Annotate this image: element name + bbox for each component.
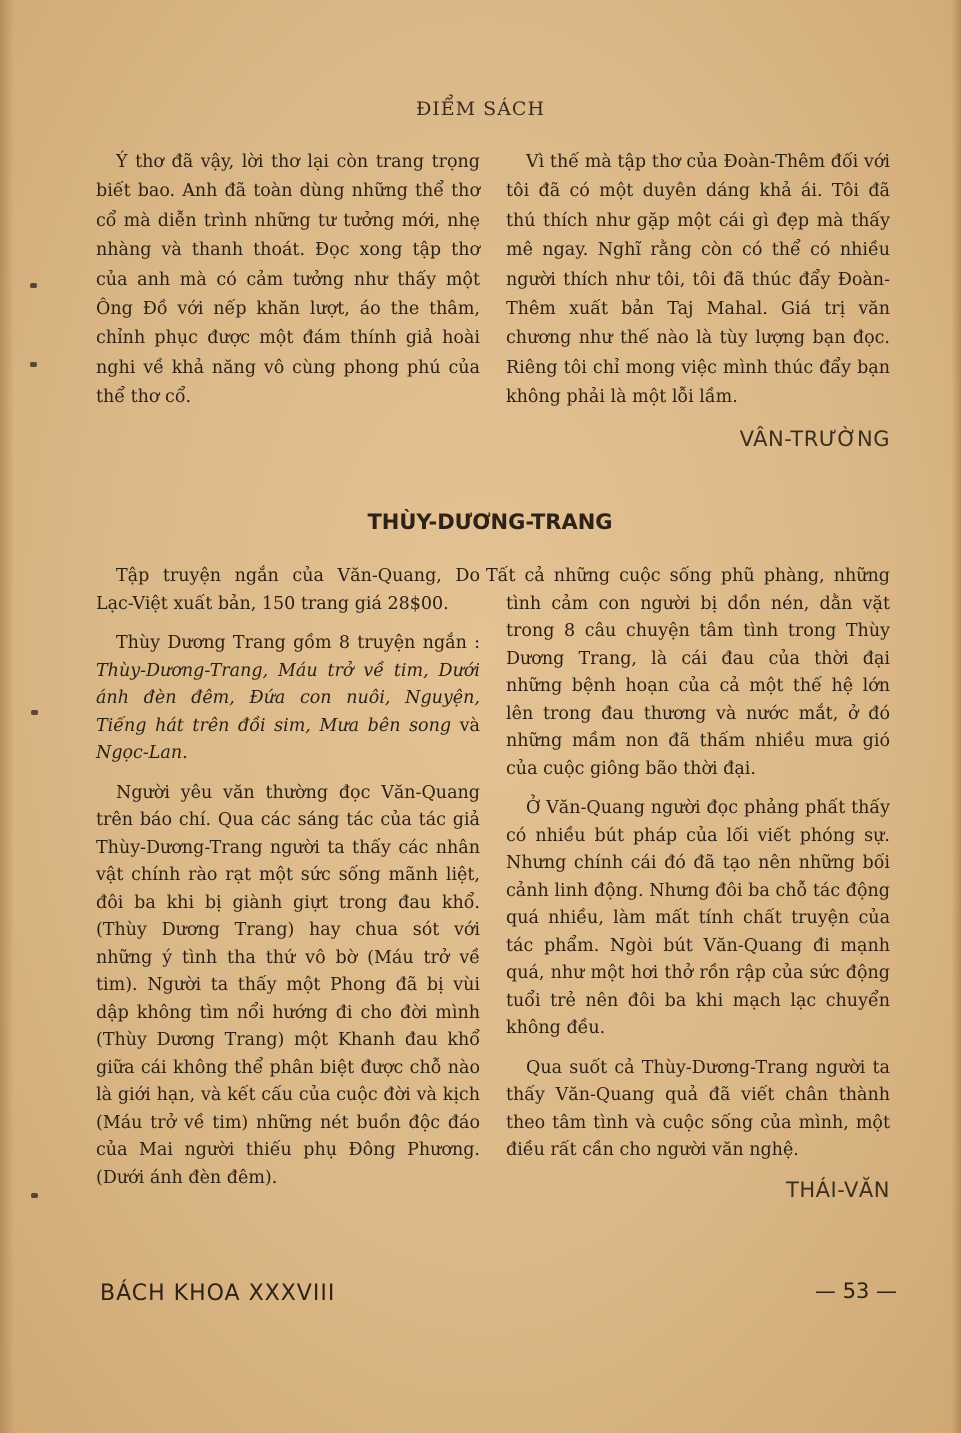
review2-paragraph: Người yêu văn thường đọc Văn-Quang trên báo chí. Qua các sáng tác của tác giả Thùy-Dương-Trang người ta thấy các nhân vật chính rào rạt một sức sống mãnh liệt, đôi ba khi bị giành giựt trong đau khổ. (Thùy Dương Trang) hay chua sót với những ý tình tha thứ vô bờ (Máu trở về tim). Người ta thấy một Phong đã bị vùi dập không tìm nổi hướng đi cho đời mình (Thùy Dương Trang) một Khanh đau khổ giữa cái không thể phân biệt được chỗ nào là giới hạn, và kết cấu của cuộc đời và kịch (Máu trở về tim) những nét buồn độc đáo của Mai người thiếu phụ Đông Phương. (Dưới ánh đèn đêm). [96,782,480,1188]
story-title-last: Ngọc-Lan [96,743,183,763]
story-list-and: và [459,715,480,736]
review2-paragraph: Qua suốt cả Thùy-Dương-Trang người ta thấy Văn-Quang quả đã viết chân thành theo tâm tình và cuộc sống của mình, một điều rất cần cho người văn nghệ. [506,1057,890,1160]
review1-signature: VÂN-TRƯỜNG [739,426,890,451]
running-head: ĐIỂM SÁCH [415,98,546,120]
review2-book-info: Tập truyện ngắn của Văn-Quang, Do Lạc-Việt xuất bản, 150 trang giá 28$00. [96,566,480,614]
review2-column-right [486,563,890,1204]
magazine-name: BÁCH KHOA XXXVIII [100,1281,336,1306]
page-left-edge [0,0,14,1433]
margin-mark [30,362,37,367]
story-list-end: . [182,743,188,763]
review1-paragraph: Vì thế mà tập thơ của Đoàn-Thêm đối với tôi đã có một duyên dáng khả ái. Tôi đã thú thích như gặp một cái gì đẹp mà thấy mê ngay. Nghĩ rằng còn có thể có nhiều người thích như tôi, tôi đã thúc đẩy Đoàn-Thêm xuất bản Taj Mahal. Giá trị văn chương như thế nào là tùy lượng bạn đọc. Riêng tôi chỉ mong việc mình thúc đẩy bạn không phải là một lỗi lầm. [506,152,890,408]
review2-title: THÙY-DƯƠNG-TRANG [367,510,613,534]
review1-column-right [506,148,890,454]
review2-story-list [96,630,480,768]
margin-mark [31,710,38,715]
page-right-edge [951,0,961,1433]
review1-column-left [96,148,480,413]
review2-paragraph: Tất cả những cuộc sống phũ phàng, những tình cảm con người bị dồn nén, dằn vặt trong 8 câu chuyện tâm tình trong Thùy Dương Trang, là cái đau của thời đại những bệnh hoạn của cả một thế hệ lớn lên trong đau thương và nước mắt, ở đó những mầm non đã thấm nhiều mưa gió của cuộc giông bão thời đại. [486,566,890,779]
review2-paragraph: Ở Văn-Quang người đọc phảng phất thấy có nhiều bút pháp của lối viết phóng sự. Nhưng chính cái đó đã tạo nên những bối cảnh linh động. Nhưng đôi ba chỗ tác động quá nhiều, làm mất tính chất truyện của tác phẩm. Ngòi bút Văn-Quang đi mạnh quá, như một hơi thở rồn rập của sức động tuổi trẻ nên đôi ba khi mạch lạc chuyển không đều. [506,798,890,1038]
margin-mark [30,283,37,288]
review2-column-left [96,563,480,1192]
review1-paragraph: Ý thơ đã vậy, lời thơ lại còn trang trọng biết bao. Anh đã toàn dùng những thể thơ cổ mà diễn trình những tư tưởng mới, nhẹ nhàng và thanh thoát. Đọc xong tập thơ của anh mà có cảm tưởng như thấy một Ông Đồ với nếp khăn lượt, áo the thâm, chỉnh phục được một đám thính giả hoài nghi về khả năng vô cùng phong phú của thể thơ cổ. [96,152,480,408]
margin-mark [31,1193,38,1198]
story-titles: Thùy-Dương-Trang, Máu trở về tim, Dưới ánh đèn đêm, Đứa con nuôi, Nguyện, Tiếng hát trên đồi sim, Mưa bên song [96,660,480,736]
page-number: — 53 — [814,1279,897,1303]
review2-signature: THÁI-VĂN [786,1177,890,1202]
story-list-intro: Thùy Dương Trang gồm 8 truyện ngắn : [116,633,480,653]
